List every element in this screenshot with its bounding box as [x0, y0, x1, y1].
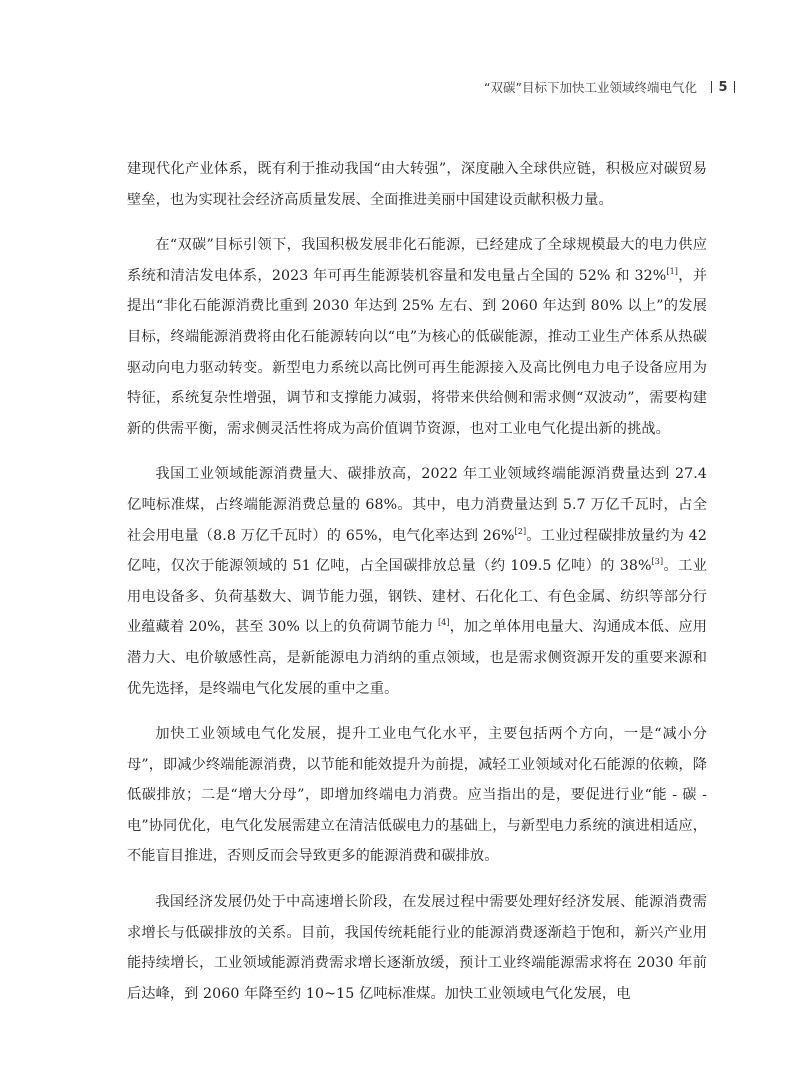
citation-ref: [2] [514, 526, 527, 536]
paragraph-economic-development: 我国经济发展仍处于中高速增长阶段，在发展过程中需要处理好经济发展、能源消费需求增长与低碳排放的关系。目前，我国传统耗能行业的能源消费逐渐趋于饱和，新兴产业用能持续增长，工业领域能源消费需求增长逐渐放缓，预计工业终端能源需求将在 2030 年前后达峰，到 2060 年降至约 10~15 亿吨标准煤。加快工业领域电气化发展，电 [127, 894, 707, 1002]
header-divider-left [711, 81, 713, 93]
paragraph-text: 在“双碳”目标引领下，我国积极发展非化石能源，已经建成了全球规模最大的电力供应系统和清洁发电体系，2023 年可再生能源装机容量和发电量占全国的 52% 和 32% [127, 237, 707, 284]
paragraph-text: 我国工业领域能源消费量大、碳排放高，2022 年工业领域终端能源消费量达到 27.4 亿吨标准煤，占终端能源消费总量的 68%。其中，电力消费量达到 5.7 万亿千瓦时，占全社会用电量（8.8 万亿千瓦时）的 65%，电气化率达到 26% [127, 466, 707, 544]
paragraph-text: 。工业过程碳排放量约为 42 亿吨，仅次于能源领域的 51 亿吨，占全国碳排放总量（约 109.5 亿吨）的 38% [127, 527, 707, 575]
paragraph-text: ，加之单体用电量大、沟通成本低、应用潜力大、电价敏感性高，是新能源电力消纳的重点领域，也是需求侧资源开发的重要来源和优先选择，是终端电气化发展的重中之重。 [127, 619, 707, 697]
citation-ref: [4] [437, 618, 450, 628]
running-header [484, 78, 735, 96]
citation-ref: [1] [666, 266, 679, 276]
paragraph-dual-carbon [127, 230, 707, 444]
running-header-title: “双碳”目标下加快工业领域终端电气化 [484, 80, 697, 95]
page-number: 5 [718, 79, 728, 95]
citation-ref: [3] [651, 557, 664, 567]
paragraph-industry-energy [127, 459, 707, 704]
paragraph-text: 。工业用电设备多、负荷基数大、调节能力强，钢铁、建材、石化化工、有色金属、纺织等部分行业蕴藏着 20%，甚至 30% 以上的负荷调节能力 [127, 558, 707, 636]
paragraph-continued: 建现代化产业体系，既有利于推动我国“由大转强”，深度融入全球供应链，积极应对碳贸易壁垒，也为实现社会经济高质量发展、全面推进美丽中国建设贡献积极力量。 [127, 161, 707, 208]
header-divider-right [734, 81, 736, 93]
paragraph-electrification-directions: 加快工业领域电气化发展，提升工业电气化水平，主要包括两个方向，一是“减小分母”，即减少终端能源消费，以节能和能效提升为前提，减轻工业领域对化石能源的依赖，降低碳排放；二是“增大分母”，即增加终端电力消费。应当指出的是，要促进行业“能 - 碳 - 电”协同优化，电气化发展需建立在清洁低碳电力的基础上，与新型电力系统的演进相适应，不能盲目推进，否则反而会导致更多的能源消费和碳排放。 [127, 726, 707, 865]
paragraph-text: ，并提出“非化石能源消费比重到 2030 年达到 25% 左右、到 2060 年达到 80% 以上”的发展目标，终端能源消费将由化石能源转向以“电”为核心的低碳能源，推动工业生产体系从热碳驱动向电力驱动转变。新型电力系统以高比例可再生能源接入及高比例电力电子设备应用为特征，系统复杂性增强，调节和支撑能力减弱，将带来供给侧和需求侧“双波动”，需要构建新的供需平衡，需求侧灵活性将成为高价值调节资源，也对工业电气化提出新的挑战。 [127, 267, 707, 437]
body-text [127, 154, 707, 1024]
